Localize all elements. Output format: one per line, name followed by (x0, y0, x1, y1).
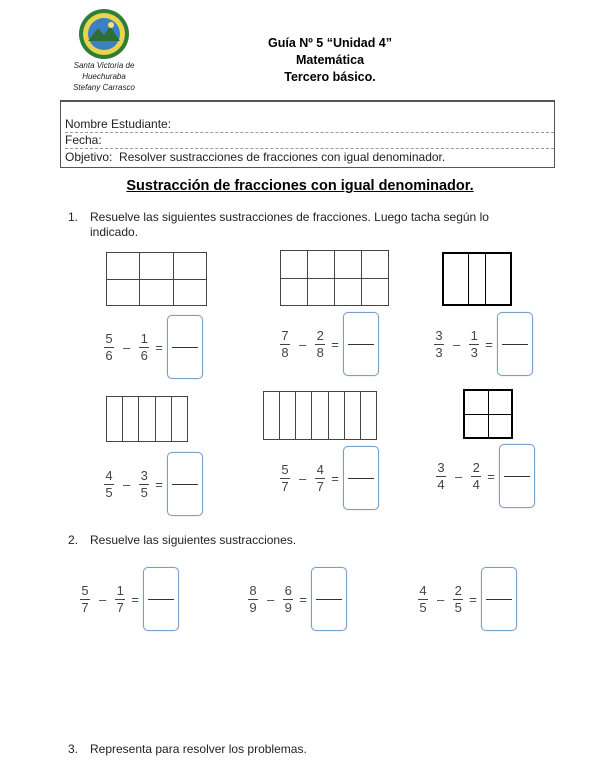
answer-box[interactable] (499, 444, 535, 508)
minus-sign: – (455, 468, 463, 484)
numerator: 1 (470, 327, 478, 343)
student-name-field[interactable] (65, 117, 554, 133)
minus-sign: – (453, 336, 461, 352)
denominator: 5 (419, 599, 427, 615)
equals-sign: = (299, 591, 307, 607)
denominator: 5 (140, 484, 148, 500)
fraction (315, 463, 325, 494)
guide-title: Guía Nº 5 “Unidad 4” (267, 36, 393, 50)
answer-box[interactable] (481, 567, 517, 631)
exercise-1-3 (434, 312, 533, 376)
fraction (139, 332, 149, 363)
exercise-1-1 (104, 315, 203, 379)
numerator: 6 (284, 582, 292, 598)
fraction (469, 329, 479, 360)
objective-text: Resolver sustracciones de fracciones con igual denominador. (119, 150, 446, 164)
answer-box[interactable] (497, 312, 533, 376)
numerator: 2 (316, 327, 324, 343)
denominator: 7 (281, 478, 289, 494)
denominator: 3 (435, 344, 443, 360)
fraction (283, 584, 293, 615)
denominator: 6 (105, 347, 113, 363)
objective-line (65, 150, 554, 165)
fraction (436, 461, 446, 492)
numerator: 7 (281, 327, 289, 343)
denominator: 7 (116, 599, 124, 615)
denominator: 9 (284, 599, 292, 615)
equals-sign: = (485, 336, 493, 352)
teacher-name: Stefany Carrasco (73, 83, 135, 92)
fraction-grid-fifths[interactable] (106, 396, 188, 442)
school-line-1: Santa Victoria de (73, 61, 135, 70)
section-1-number: 1. (68, 210, 79, 224)
equals-sign: = (487, 468, 495, 484)
answer-box[interactable] (167, 452, 203, 516)
denominator: 9 (249, 599, 257, 615)
objective-label: Objetivo: (65, 150, 113, 164)
fraction (418, 584, 428, 615)
student-info-box (60, 100, 555, 168)
denominator: 8 (316, 344, 324, 360)
fraction (80, 584, 90, 615)
equals-sign: = (155, 339, 163, 355)
minus-sign: – (437, 591, 445, 607)
numerator: 8 (249, 582, 257, 598)
numerator: 5 (81, 582, 89, 598)
denominator: 4 (472, 476, 480, 492)
answer-box[interactable] (311, 567, 347, 631)
section-3-number: 3. (68, 742, 79, 756)
answer-box[interactable] (143, 567, 179, 631)
minus-sign: – (267, 591, 275, 607)
fraction (248, 584, 258, 615)
minus-sign: – (299, 336, 307, 352)
fraction (434, 329, 444, 360)
numerator: 3 (435, 327, 443, 343)
numerator: 2 (472, 459, 480, 475)
denominator: 5 (105, 484, 113, 500)
equals-sign: = (155, 476, 163, 492)
school-logo (78, 8, 130, 60)
section-2-number: 2. (68, 533, 79, 547)
numerator: 2 (454, 582, 462, 598)
exercise-1-6 (436, 444, 535, 508)
denominator: 5 (454, 599, 462, 615)
fraction (280, 463, 290, 494)
page-title: Sustracción de fracciones con igual denominador. (126, 178, 474, 194)
numerator: 1 (116, 582, 124, 598)
equals-sign: = (331, 336, 339, 352)
exercise-2-3 (418, 567, 517, 631)
minus-sign: – (299, 470, 307, 486)
equals-sign: = (469, 591, 477, 607)
grade: Tercero básico. (284, 70, 376, 84)
fraction-grid-thirds[interactable] (442, 252, 512, 306)
fraction (280, 329, 290, 360)
numerator: 3 (140, 467, 148, 483)
numerator: 3 (437, 459, 445, 475)
student-name-label: Nombre Estudiante: (65, 117, 172, 131)
school-line-2: Huechuraba (82, 72, 126, 81)
exercise-1-4 (104, 452, 203, 516)
fraction (115, 584, 125, 615)
answer-box[interactable] (343, 446, 379, 510)
equals-sign: = (131, 591, 139, 607)
answer-box[interactable] (343, 312, 379, 376)
exercise-2-2 (248, 567, 347, 631)
denominator: 8 (281, 344, 289, 360)
fraction-grid-eighths[interactable] (280, 250, 389, 306)
fraction-grid-fourths[interactable] (463, 389, 513, 439)
numerator: 4 (105, 467, 113, 483)
numerator: 5 (105, 330, 113, 346)
denominator: 6 (140, 347, 148, 363)
numerator: 4 (316, 461, 324, 477)
exercise-1-5 (280, 446, 379, 510)
school-name (54, 60, 154, 93)
section-1-text-1: Resuelve las siguientes sustracciones de fracciones. Luego tacha según lo (90, 210, 489, 224)
fraction-grid-sixths[interactable] (106, 252, 207, 306)
equals-sign: = (331, 470, 339, 486)
exercise-2-1 (80, 567, 179, 631)
minus-sign: – (123, 476, 131, 492)
date-field[interactable] (65, 133, 554, 149)
denominator: 7 (81, 599, 89, 615)
fraction (315, 329, 325, 360)
section-1-instruction (68, 210, 538, 240)
minus-sign: – (99, 591, 107, 607)
denominator: 7 (316, 478, 324, 494)
section-2-instruction (68, 533, 296, 548)
exercise-1-2 (280, 312, 379, 376)
fraction (104, 332, 114, 363)
answer-box[interactable] (167, 315, 203, 379)
minus-sign: – (123, 339, 131, 355)
fraction (104, 469, 114, 500)
section-3-text: Representa para resolver los problemas. (90, 742, 307, 756)
fraction (471, 461, 481, 492)
denominator: 4 (437, 476, 445, 492)
fraction (453, 584, 463, 615)
numerator: 5 (281, 461, 289, 477)
section-2-text: Resuelve las siguientes sustracciones. (90, 533, 297, 547)
denominator: 3 (470, 344, 478, 360)
numerator: 4 (419, 582, 427, 598)
fraction (139, 469, 149, 500)
section-3-instruction (68, 742, 307, 757)
date-label: Fecha: (65, 133, 102, 147)
numerator: 1 (140, 330, 148, 346)
section-1-text-2: indicado. (90, 225, 139, 239)
subject: Matemática (295, 53, 365, 67)
fraction-grid-sevenths[interactable] (263, 391, 377, 440)
